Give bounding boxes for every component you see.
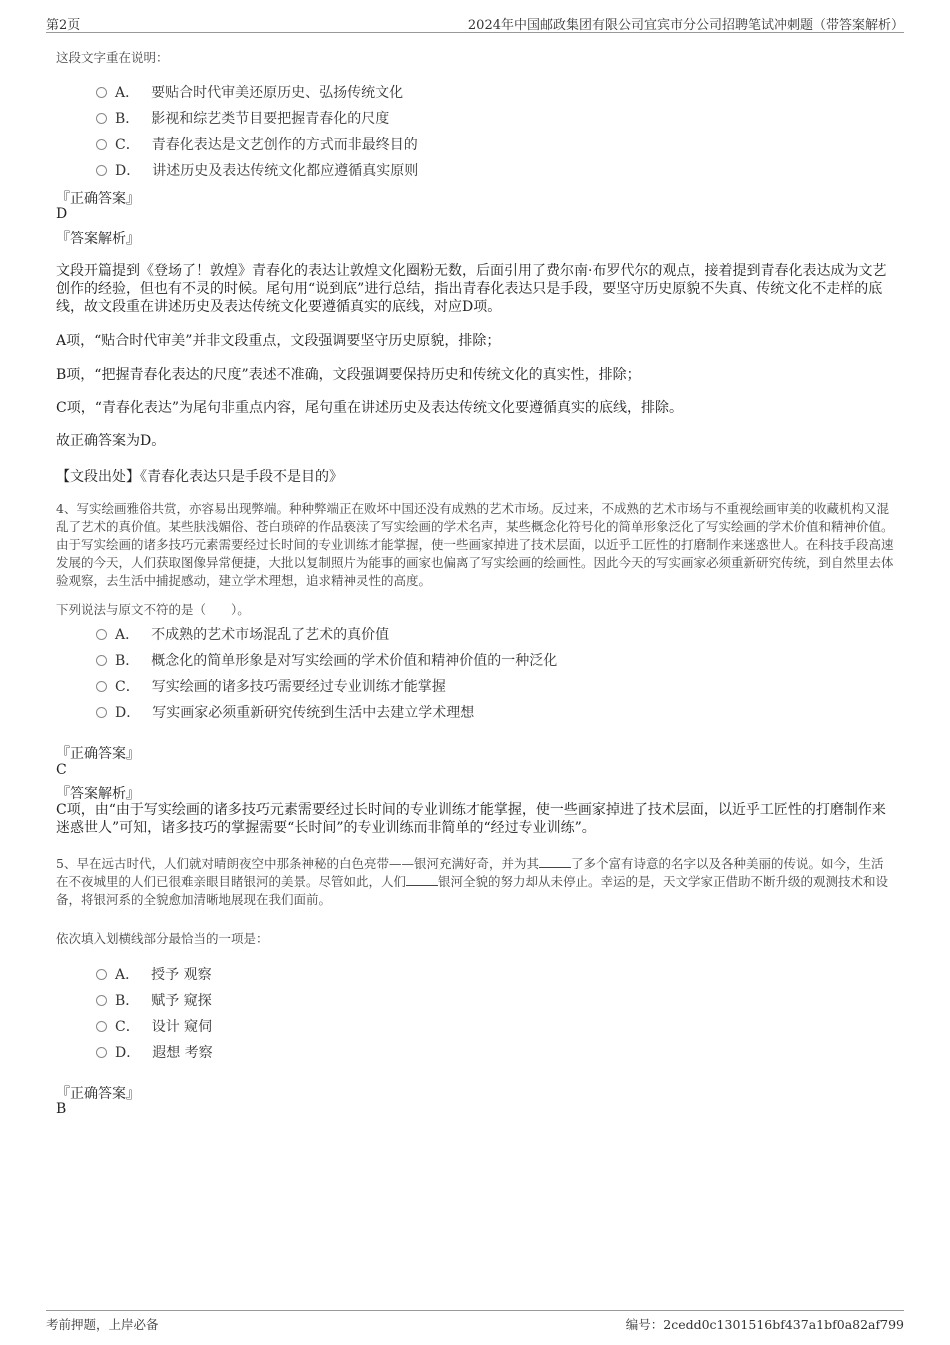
q4-option-a[interactable]: A． 不成熟的艺术市场混乱了艺术的真价值 [96,624,389,644]
q4-answer-label: 『正确答案』 [56,746,140,762]
radio-icon[interactable] [96,1047,107,1058]
radio-icon[interactable] [96,995,107,1006]
blank-1 [539,855,571,868]
q5-answer-label: 『正确答案』 [56,1086,140,1102]
radio-icon[interactable] [96,969,107,980]
q5-stem: 5、早在远古时代，人们就对晴朗夜空中那条神秘的白色亮带——银河充满好奇，并为其 了多个富有诗意的名字以及各种美丽的传说。如今，生活在不夜城里的人们已很难亲眼目睹银河的美景。尽管如此，人们 银河全貌的努力却从未停止。幸运的是，天文学家正借助不断升级的观测技术和设备，将银河系的全貌愈加清晰地展现在我们面前。 [56,856,889,907]
q3-stem: 这段文字重在说明： [56,50,169,65]
page-number: 第2页 [46,18,81,33]
q3-source-label: 【文段出处】 [56,469,140,485]
q3-answer: D [56,206,68,222]
radio-icon[interactable] [96,165,107,176]
radio-icon[interactable] [96,113,107,124]
document-title: 2024年中国邮政集团有限公司宜宾市分公司招聘笔试冲刺题（带答案解析） [467,18,904,33]
footer-slogan: 考前押题，上岸必备 [46,1317,159,1332]
q4-option-d[interactable]: D． 写实画家必须重新研究传统到生活中去建立学术理想 [96,702,474,722]
q4-option-c[interactable]: C． 写实绘画的诸多技巧需要经过专业训练才能掌握 [96,676,446,696]
q4-option-b[interactable]: B． 概念化的简单形象是对写实绘画的学术价值和精神价值的一种泛化 [96,650,557,670]
q3-analysis-c: C项，“青春化表达”为尾句非重点内容，尾句重在讲述历史及表达传统文化要遵循真实的底线，排除。 [56,400,684,416]
q3-source-title: 《青春化表达只是手段不是目的》 [140,469,343,485]
page-footer [46,1310,904,1337]
blank-2 [406,873,438,886]
q4-analysis: C项，由“由于写实绘画的诸多技巧元素需要经过长时间的专业训练才能掌握，使一些画家掉进了技术层面，以近乎工匠性的打磨制作来迷惑世人”可知，诸多技巧的掌握需要“长时间”的专业训练而非简单的“经过专业训练”。 [56,802,886,836]
q3-source [56,466,343,486]
radio-icon[interactable] [96,707,107,718]
q3-analysis-a: A项，“贴合时代审美”并非文段重点，文段强调要坚守历史原貌，排除； [56,333,501,349]
q5-option-a[interactable]: A． 授予 观察 [96,964,212,984]
radio-icon[interactable] [96,681,107,692]
q3-analysis-paragraph: 文段开篇提到《登场了！敦煌》青春化的表达让敦煌文化圈粉无数，后面引用了费尔南·布罗代尔的观点，接着提到青春化表达成为文艺创作的经验，但也有不灵的时候。尾句用“说到底”进行总结，指出青春化表达只是手段，要坚守历史原貌不失真、传统文化不走样的底线，故文段重在讲述历史及表达传统文化要遵循真实的底线，对应D项。 [56,263,887,315]
q3-analysis-b: B项，“把握青春化表达的尺度”表述不准确，文段强调要保持历史和传统文化的真实性，排除； [56,367,641,383]
radio-icon[interactable] [96,139,107,150]
radio-icon[interactable] [96,87,107,98]
q3-option-b[interactable]: B． 影视和综艺类节目要把握青春化的尺度 [96,108,389,128]
q5-question: 依次填入划横线部分最恰当的一项是： [56,931,269,946]
q3-answer-label: 『正确答案』 [56,191,140,207]
q3-analysis-conclusion: 故正确答案为D。 [56,433,166,449]
q5-option-b[interactable]: B． 赋予 窥探 [96,990,212,1010]
q5-option-c[interactable]: C． 设计 窥伺 [96,1016,212,1036]
q3-option-a[interactable]: A． 要贴合时代审美还原历史、弘扬传统文化 [96,82,403,102]
radio-icon[interactable] [96,1021,107,1032]
q5-answer: B [56,1101,67,1117]
q5-option-d[interactable]: D． 遐想 考察 [96,1042,213,1062]
q3-option-d[interactable]: D． 讲述历史及表达传统文化都应遵循真实原则 [96,160,418,180]
q3-option-c[interactable]: C． 青春化表达是文艺创作的方式而非最终目的 [96,134,418,154]
radio-icon[interactable] [96,655,107,666]
q4-stem: 4、写实绘画雅俗共赏，亦容易出现弊端。种种弊端正在败坏中国还没有成熟的艺术市场。反过来，不成熟的艺术市场与不重视绘画审美的收藏机构又混乱了艺术的真价值。某些肤浅媚俗、苍白琐碎的作品亵渎了写实绘画的学术名声，某些概念化符号化的简单形象泛化了写实绘画的学术价值和精神价值。由于写实绘画的诸多技巧元素需要经过长时间的专业训练才能掌握，使一些画家掉进了技术层面，以近乎工匠性的打磨制作来迷惑世人。在科技手段高速发展的今天，人们获取图像异常便捷，大批以复制照片为能事的画家也偏离了写实绘画的绘画性。因此今天的写实画家必须重新研究传统，到自然里去体验观察，去生活中捕捉感动，建立学术理想，追求精神灵性的高度。 [56,501,894,588]
q4-question: 下列说法与原文不符的是（ ）。 [56,602,250,617]
radio-icon[interactable] [96,629,107,640]
document-id: 编号：2cedd0c1301516bf437a1bf0a82af799 [625,1317,904,1332]
page-header [46,14,904,33]
q3-analysis-label: 『答案解析』 [56,231,140,247]
q4-analysis-label: 『答案解析』 [56,786,140,802]
q4-answer: C [56,762,67,778]
